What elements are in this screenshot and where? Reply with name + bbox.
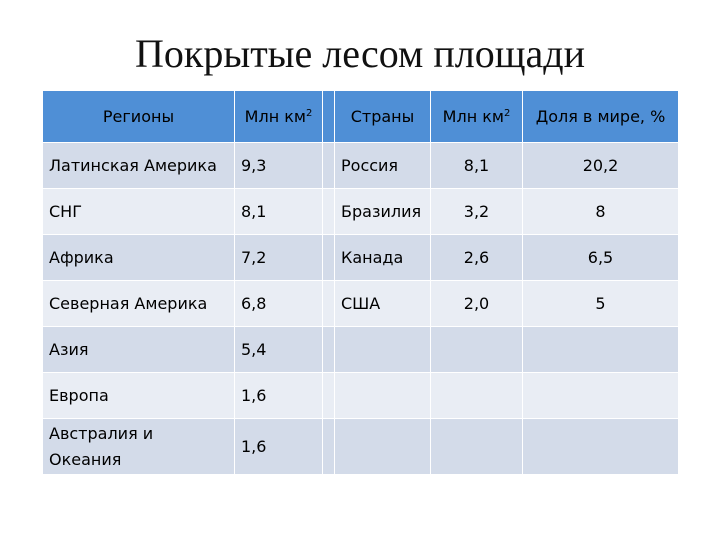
cell-region-area: 6,8 xyxy=(235,281,323,327)
header-share: Доля в мире, % xyxy=(523,91,679,143)
header-countries: Страны xyxy=(335,91,431,143)
cell-share xyxy=(523,327,679,373)
cell-region: Африка xyxy=(43,235,235,281)
cell-country xyxy=(335,373,431,419)
table-row xyxy=(43,281,679,327)
cell-country: Бразилия xyxy=(335,189,431,235)
cell-country-area xyxy=(431,327,523,373)
table-row xyxy=(43,373,679,419)
table-row xyxy=(43,189,679,235)
cell-share xyxy=(523,419,679,475)
cell-region-area: 1,6 xyxy=(235,373,323,419)
cell-share xyxy=(523,373,679,419)
table-row xyxy=(43,235,679,281)
cell-region-area: 9,3 xyxy=(235,143,323,189)
cell-region-area: 7,2 xyxy=(235,235,323,281)
cell-country-area: 8,1 xyxy=(431,143,523,189)
cell-country-area: 3,2 xyxy=(431,189,523,235)
cell-share: 8 xyxy=(523,189,679,235)
header-area-countries-label: Млн км xyxy=(442,107,504,126)
slide-title: Покрытые лесом площади xyxy=(135,31,585,76)
cell-share: 6,5 xyxy=(523,235,679,281)
cell-region-area: 5,4 xyxy=(235,327,323,373)
cell-country-area: 2,0 xyxy=(431,281,523,327)
cell-country-area xyxy=(431,373,523,419)
cell-country xyxy=(335,327,431,373)
table-row xyxy=(43,143,679,189)
cell-region xyxy=(43,419,235,475)
table-row xyxy=(43,327,679,373)
cell-region: Латинская Америка xyxy=(43,143,235,189)
cell-region-line2: Океания xyxy=(49,449,122,469)
cell-spacer xyxy=(323,327,335,373)
cell-spacer xyxy=(323,143,335,189)
cell-spacer xyxy=(323,189,335,235)
cell-country: США xyxy=(335,281,431,327)
header-area-countries-sup: 2 xyxy=(503,108,511,119)
table-header-row xyxy=(43,91,679,143)
cell-country-area: 2,6 xyxy=(431,235,523,281)
cell-country-area xyxy=(431,419,523,475)
cell-share: 5 xyxy=(523,281,679,327)
cell-region: Европа xyxy=(43,373,235,419)
cell-region: Азия xyxy=(43,327,235,373)
cell-region-line1: Австралия и xyxy=(49,423,154,443)
cell-country: Россия xyxy=(335,143,431,189)
header-regions: Регионы xyxy=(43,91,235,143)
cell-region-area: 8,1 xyxy=(235,189,323,235)
cell-region: Северная Америка xyxy=(43,281,235,327)
table-row xyxy=(43,419,679,475)
header-area-regions xyxy=(235,91,323,143)
cell-region: СНГ xyxy=(43,189,235,235)
header-spacer xyxy=(323,91,335,143)
header-area-countries xyxy=(431,91,523,143)
cell-country xyxy=(335,419,431,475)
forest-area-table xyxy=(42,90,679,475)
cell-spacer xyxy=(323,419,335,475)
cell-share: 20,2 xyxy=(523,143,679,189)
cell-region-area: 1,6 xyxy=(235,419,323,475)
header-area-regions-sup: 2 xyxy=(305,108,313,119)
cell-spacer xyxy=(323,373,335,419)
cell-spacer xyxy=(323,235,335,281)
cell-country: Канада xyxy=(335,235,431,281)
cell-spacer xyxy=(323,281,335,327)
header-area-regions-label: Млн км xyxy=(244,107,306,126)
